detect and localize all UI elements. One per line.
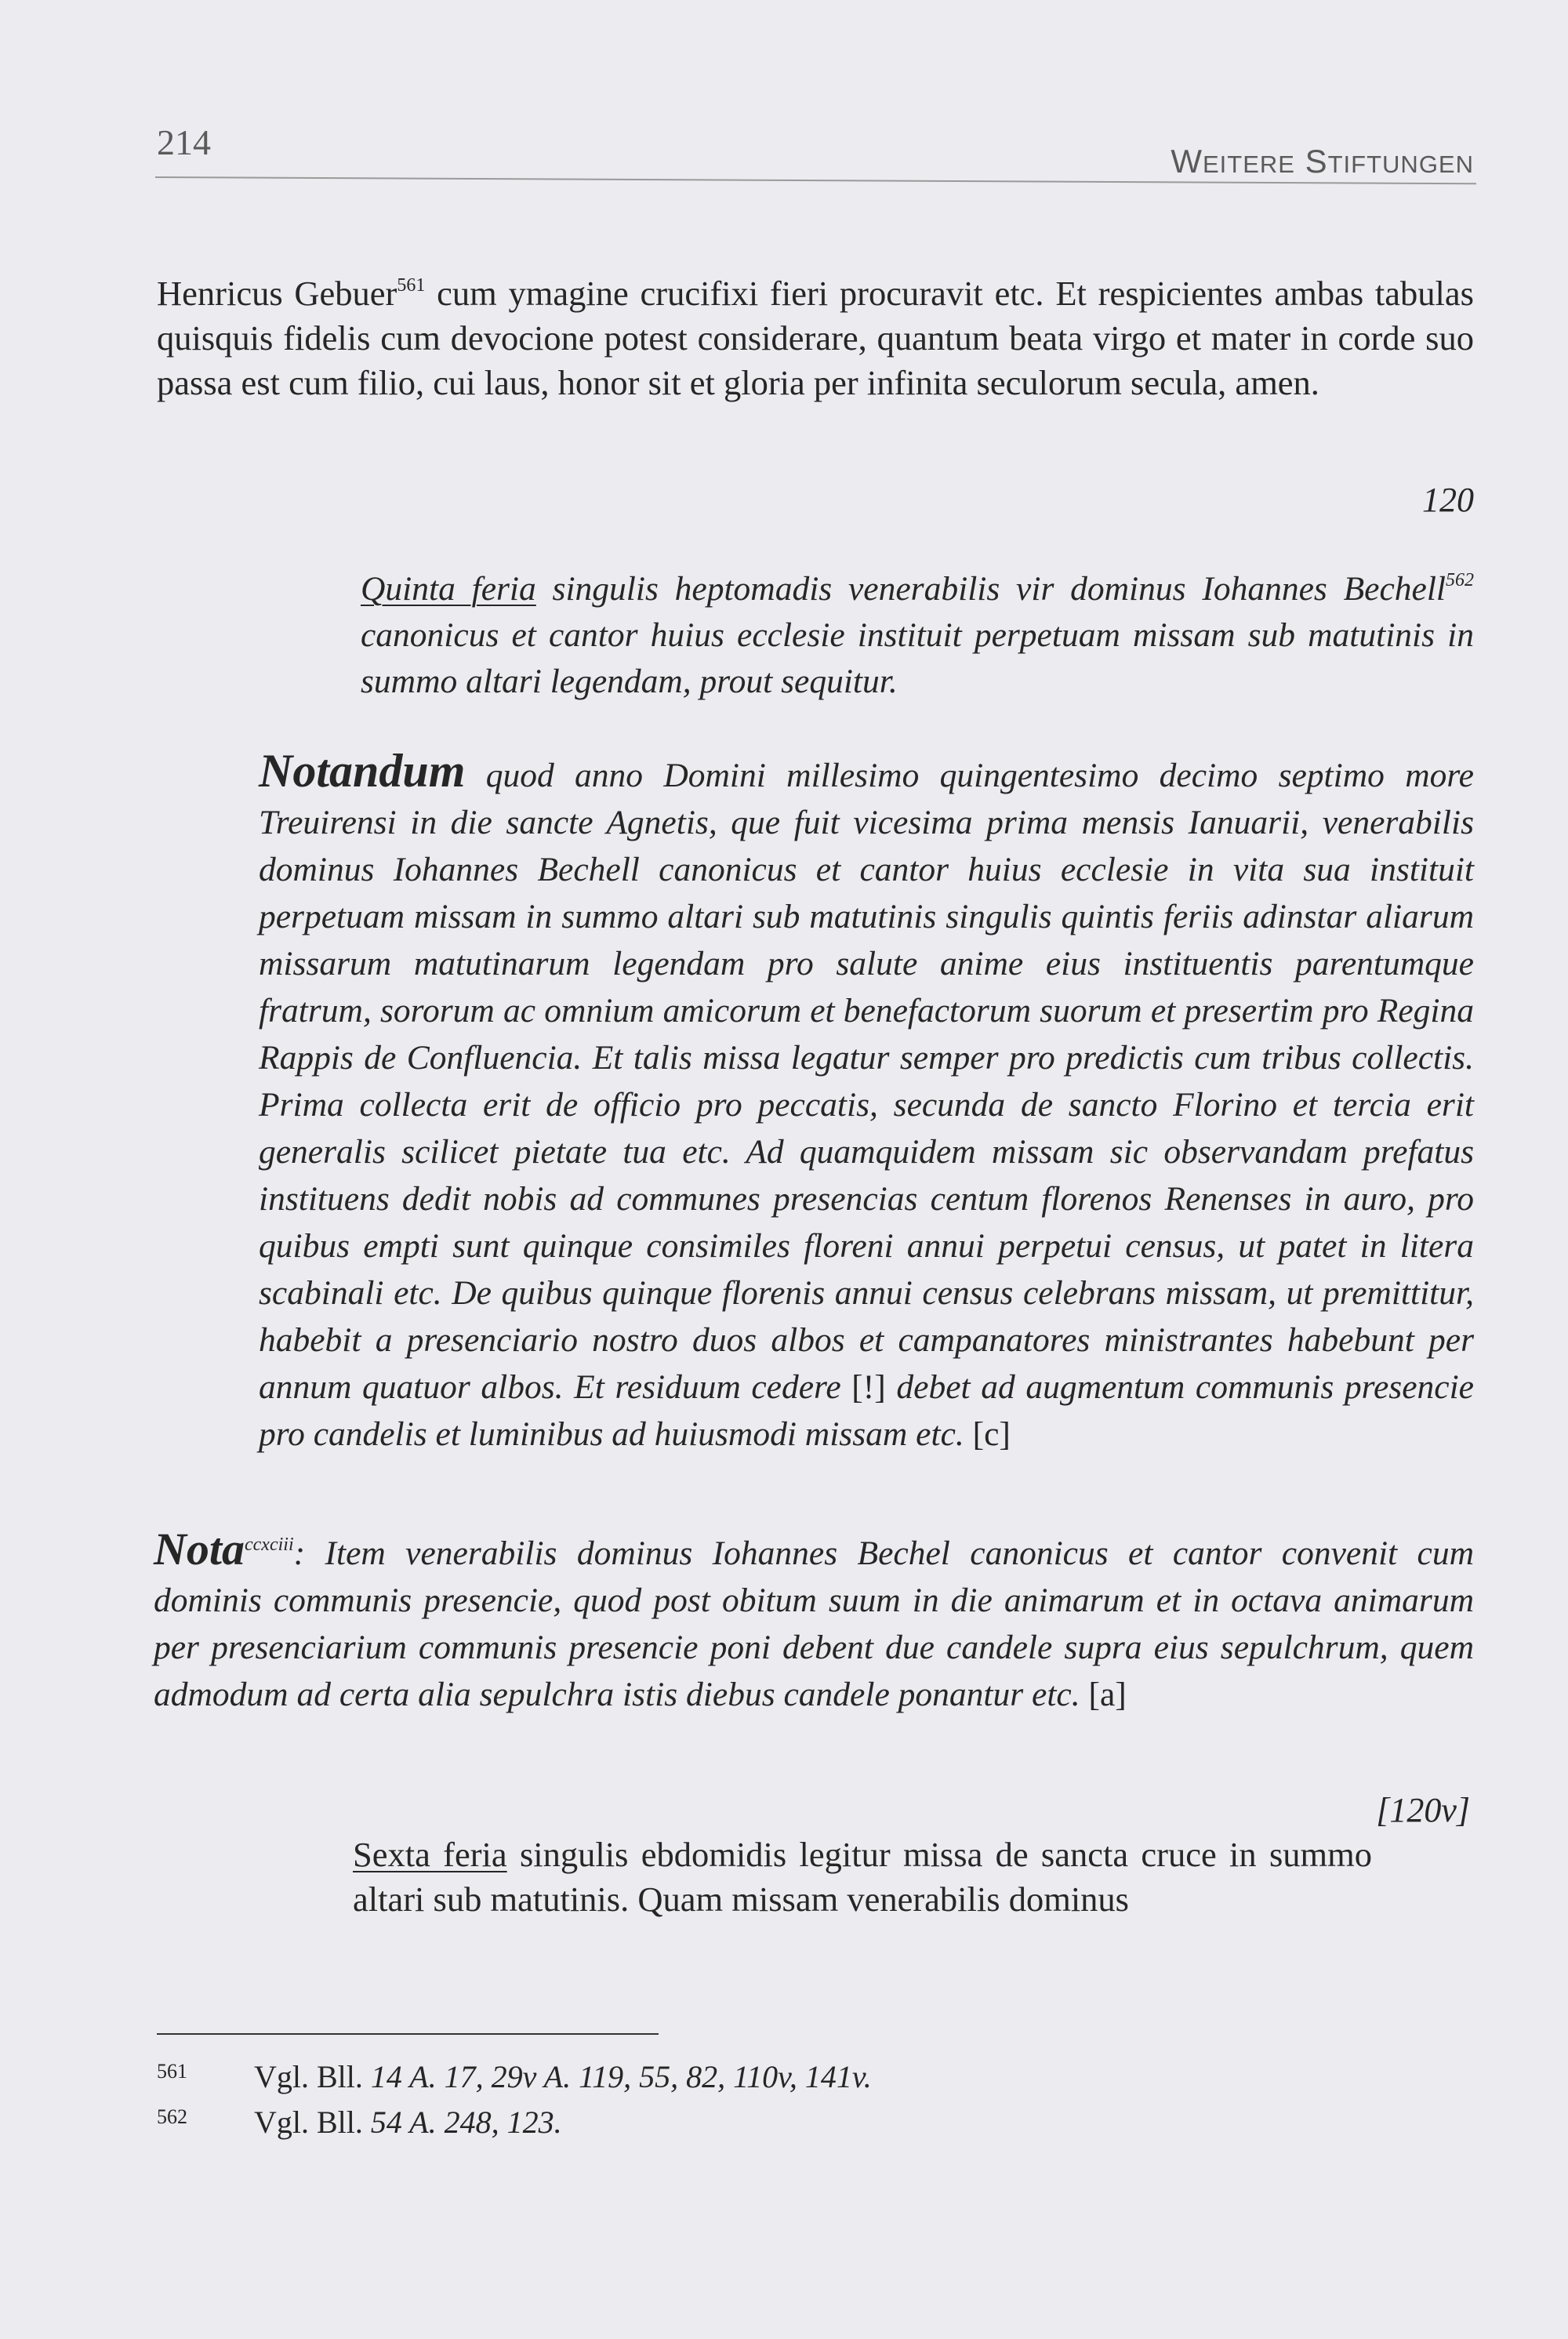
para1-text-1: Henricus Gebuer <box>157 274 397 313</box>
footnote-number: 561 <box>157 2060 187 2083</box>
footnote-562 <box>157 2095 562 2145</box>
nota-text-1: : Item venerabilis dominus Iohannes Bechel canonicus et cantor convenit cum dominis communis presencie, quod post obitum suum in die animarum et in octava animarum per presenciarium communis presencie poni debent due candele supra eius sepulchrum, quem admodum ad certa alia sepulchra istis diebus candele ponantur etc. <box>154 1535 1474 1713</box>
footnote-561 <box>157 2050 872 2099</box>
editorial-mark-c: [c] <box>972 1415 1011 1453</box>
running-title-rest-2: TIFTUNGEN <box>1327 151 1474 178</box>
paragraph-nota <box>154 1526 1474 1718</box>
footnote-prefix: Vgl. Bll. <box>254 2059 371 2094</box>
paragraph-sexta-feria <box>353 1832 1372 1922</box>
sexta-feria-heading: Sexta feria <box>353 1835 507 1874</box>
footnote-ref-561[interactable]: 561 <box>397 275 426 296</box>
editorial-mark-sic: [!] <box>851 1368 886 1406</box>
footnote-rule <box>157 2033 659 2035</box>
lead1-text-2: canonicus et cantor huius ecclesie instituit perpetuam missam sub matutinis in summo altari legendam, prout sequitur. <box>361 616 1474 700</box>
footnote-ref-562[interactable]: 562 <box>1446 570 1474 590</box>
folio-marker-120: 120 <box>1422 481 1474 519</box>
footnote-text: 14 A. 17, 29v A. 119, 55, 82, 110v, 141v. <box>370 2059 872 2094</box>
running-title <box>1171 143 1474 180</box>
running-title-cap-2: S <box>1305 143 1328 180</box>
paragraph-henricus <box>157 271 1474 405</box>
paragraph-notandum <box>259 747 1474 1458</box>
lead1-text-1: singulis heptomadis venerabilis vir dominus Iohannes Bechell <box>535 570 1446 608</box>
notandum-text-2: debet ad augmentum communis presencie pro candelis et luminibus ad huiusmodi missam etc. <box>259 1368 1474 1453</box>
rubric-quinta-feria <box>361 566 1474 705</box>
folio-marker-120v: [120v] <box>1376 1791 1470 1829</box>
running-title-cap-1: W <box>1171 143 1203 180</box>
running-title-rest-1: EITERE <box>1202 151 1295 178</box>
para2-text: singulis ebdomidis legitur missa de sancta cruce in summo altari sub matutinis. Quam missam venerabilis dominus <box>353 1835 1373 1919</box>
editorial-mark-a: [a] <box>1088 1676 1127 1713</box>
notandum-text-1: quod anno Domini millesimo quingentesimo decimo septimo more Treuirensi in die sancte Agnetis, que fuit vicesima prima mensis Ianuarii, venerabilis dominus Iohannes Bechell canonicus et cantor huius ecclesie in vita sua instituit perpetuam missam in summo altari sub matutinis singulis quintis feriis adinstar aliarum missarum matutinarum legendam pro salute anime eius instituentis parentumque fratrum, sororum ac omnium amicorum et benefactorum suorum et presertim pro Regina Rappis de Confluencia. Et talis missa legatur semper pro predictis cum tribus collectis. Prima collecta erit de officio pro peccatis, secunda de sancto Florino et tercia erit generalis scilicet pietate tua etc. Ad quamquidem missam sic observandam prefatus instituens dedit nobis ad communes presencias centum florenos Renenses in auro, pro quibus empti sunt quinque consimiles floreni annui perpetui census, ut patet in litera scabinali etc. De quibus quinque florenis annui census celebrans missam, ut premittitur, habebit a presenciario nostro duos albos et campanatores ministrantes habebunt per annum quatuor albos. Et residuum cedere <box>259 757 1474 1406</box>
para1-text-2: cum ymagine crucifixi fieri procuravit etc. Et respicientes ambas tabulas quisquis fidelis cum devocione potest considerare, quantum beata virgo et mater in corde suo passa est cum filio, cui laus, honor sit et gloria per infinita seculorum secula, amen. <box>157 274 1474 402</box>
nota-heading: Nota <box>154 1524 245 1574</box>
quinta-feria-heading: Quinta feria <box>361 570 536 608</box>
endnote-ref-ccxciii[interactable]: ccxciii <box>245 1535 294 1555</box>
footnote-prefix: Vgl. Bll. <box>254 2105 371 2140</box>
page-number: 214 <box>157 122 211 162</box>
notandum-heading: Notandum <box>259 745 466 797</box>
footnote-text: 54 A. 248, 123. <box>370 2105 562 2140</box>
footnote-number: 562 <box>157 2105 187 2128</box>
